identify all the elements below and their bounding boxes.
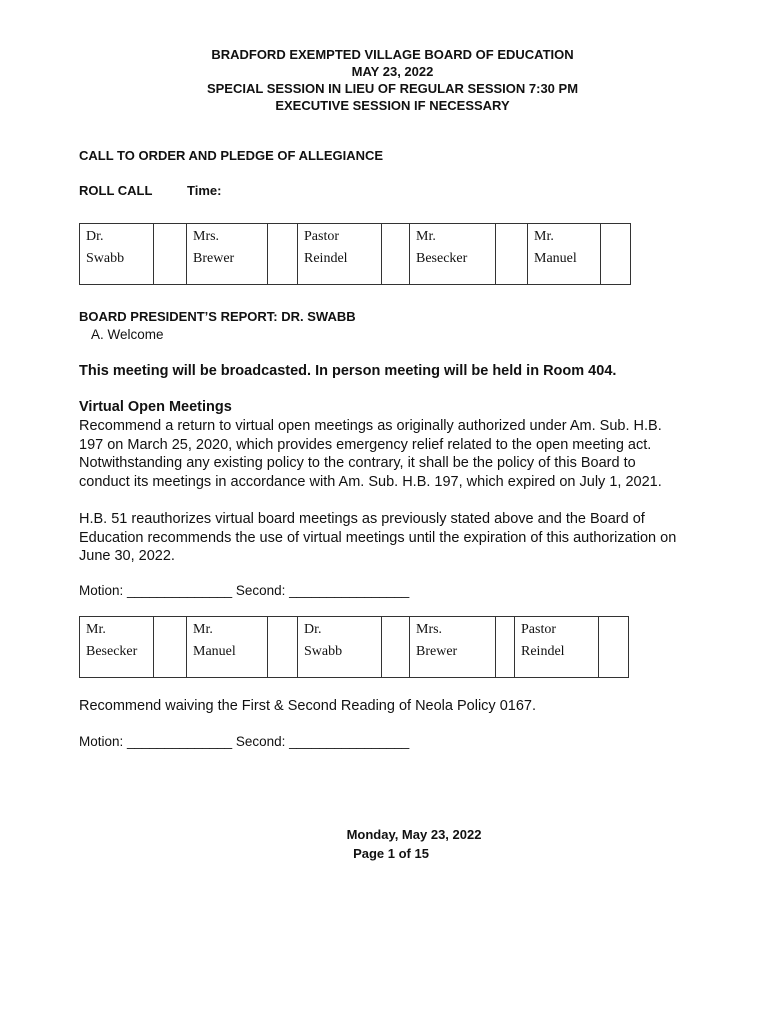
virtual-paragraph-1: Recommend a return to virtual open meetings as originally authorized under Am. Sub. H.B. 197 on March 25, 2020, which provides emergency relief related to the open meeting act. Notwithstanding any existing policy to the contrary, it shall be the policy of this Board to conduct its meetings in accordance with Am. Sub. H.B. 197, which expired on July 1, 2021. (79, 418, 662, 490)
vote-checkbox-reindel[interactable] (599, 617, 629, 678)
vote-checkbox-manuel[interactable] (268, 617, 298, 678)
vote-checkbox-swabb[interactable] (382, 617, 410, 678)
roll-checkbox-besecker[interactable] (496, 224, 528, 285)
roll-cell-manuel: Mr. Manuel (528, 224, 601, 285)
roll-checkbox-reindel[interactable] (382, 224, 410, 285)
header-line-3: SPECIAL SESSION IN LIEU OF REGULAR SESSION 7:30 PM (206, 81, 579, 96)
footer-page-number: Page 1 of 15 (353, 846, 429, 861)
table-row (80, 617, 629, 678)
motion-line-1: Motion: ______________ Second: ________________ (79, 583, 410, 598)
roll-cell-reindel: Pastor Reindel (298, 224, 382, 285)
header-line-1: BRADFORD EXEMPTED VILLAGE BOARD OF EDUCATION (211, 47, 574, 62)
roll-call-table (79, 223, 631, 285)
vote-cell-manuel: Mr. Manuel (187, 617, 268, 678)
motion-line-2: Motion: ______________ Second: ________________ (79, 734, 410, 749)
roll-checkbox-brewer[interactable] (268, 224, 298, 285)
roll-checkbox-swabb[interactable] (154, 224, 187, 285)
vote-cell-reindel: Pastor Reindel (515, 617, 599, 678)
vote-cell-brewer: Mrs. Brewer (410, 617, 496, 678)
vote-checkbox-besecker[interactable] (154, 617, 187, 678)
vote-cell-besecker: Mr. Besecker (80, 617, 154, 678)
table-row (80, 224, 631, 285)
roll-checkbox-manuel[interactable] (601, 224, 631, 285)
virtual-paragraph-2: H.B. 51 reauthorizes virtual board meetings as previously stated above and the Board of Education recommends the use of virtual meetings until the expiration of this authorization on June 30, 2022. (79, 511, 677, 564)
header-line-2: MAY 23, 2022 (351, 64, 434, 79)
call-to-order-heading: CALL TO ORDER AND PLEDGE OF ALLEGIANCE (79, 148, 384, 163)
vote-cell-swabb: Dr. Swabb (298, 617, 382, 678)
roll-call-time-label: Time: (187, 183, 222, 198)
virtual-meetings-heading: Virtual Open Meetings (79, 399, 232, 415)
broadcast-notice: This meeting will be broadcasted. In person meeting will be held in Room 404. (79, 363, 617, 379)
doc-header (0, 46, 770, 114)
vote-checkbox-brewer[interactable] (496, 617, 515, 678)
vote-table (79, 616, 629, 678)
president-report-heading: BOARD PRESIDENT’S REPORT: DR. SWABB (79, 309, 356, 324)
header-line-4: EXECUTIVE SESSION IF NECESSARY (275, 98, 510, 113)
roll-cell-brewer: Mrs. Brewer (187, 224, 268, 285)
roll-cell-swabb: Dr. Swabb (80, 224, 154, 285)
roll-call-label: ROLL CALL (79, 183, 153, 198)
roll-cell-besecker: Mr. Besecker (410, 224, 496, 285)
president-report-item-a: A. Welcome (91, 327, 164, 342)
waiver-recommendation: Recommend waiving the First & Second Reading of Neola Policy 0167. (79, 698, 536, 714)
footer-date: Monday, May 23, 2022 (346, 827, 482, 842)
